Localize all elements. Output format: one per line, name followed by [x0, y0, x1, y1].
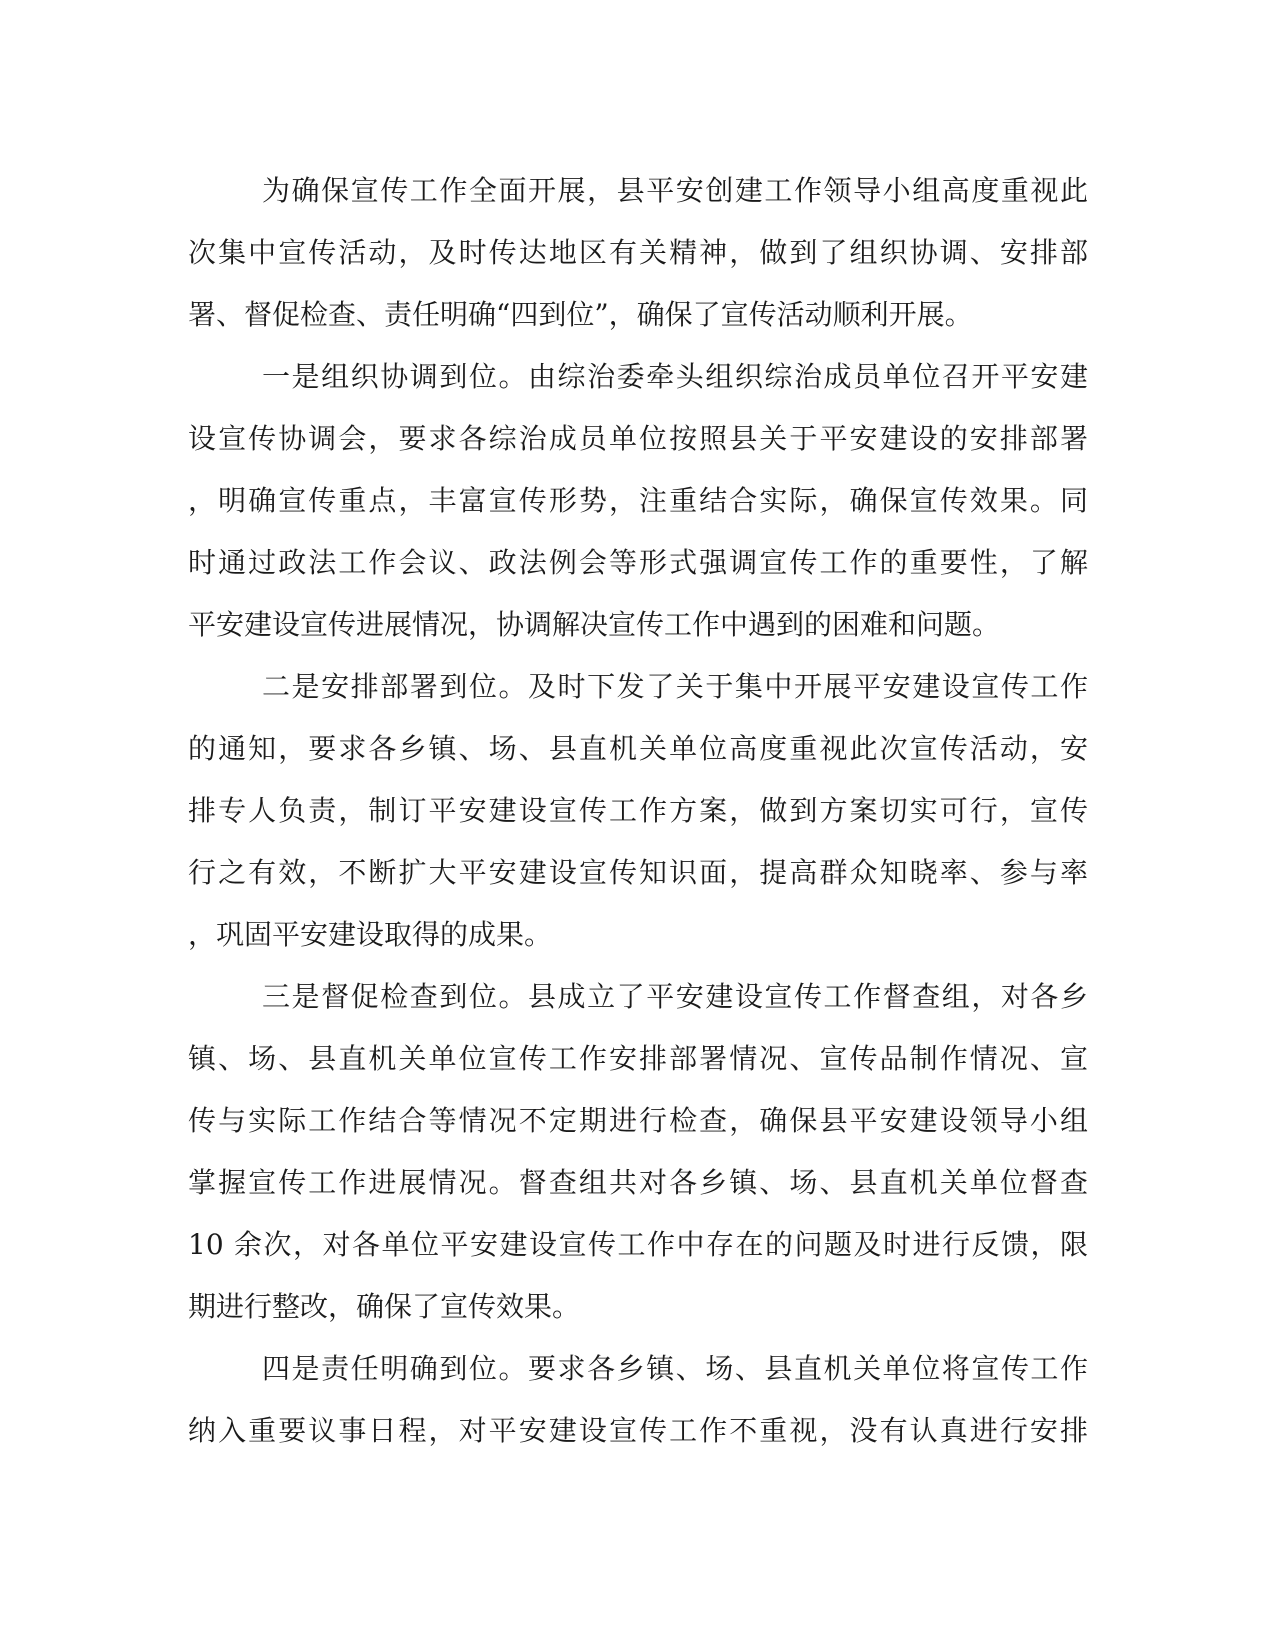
paragraph-4-line-4: 掌握宣传工作进展情况。督查组共对各乡镇、场、县直机关单位督查	[188, 1166, 1088, 1199]
paragraph-4-line-5: 10 余次，对各单位平安建设宣传工作中存在的问题及时进行反馈，限	[188, 1228, 1088, 1261]
paragraph-2-line-4: 时通过政法工作会议、政法例会等形式强调宣传工作的重要性，了解	[188, 546, 1088, 579]
paragraph-1-line-2: 次集中宣传活动，及时传达地区有关精神，做到了组织协调、安排部	[188, 236, 1088, 269]
paragraph-4-line-6: 期进行整改，确保了宣传效果。	[188, 1290, 581, 1323]
paragraph-5-line-2: 纳入重要议事日程，对平安建设宣传工作不重视，没有认真进行安排	[188, 1414, 1088, 1447]
paragraph-3-line-5: ，巩固平安建设取得的成果。	[188, 918, 553, 951]
paragraph-1-line-3: 署、督促检查、责任明确“四到位”，确保了宣传活动顺利开展。	[188, 298, 973, 331]
document-body	[188, 160, 1088, 1462]
paragraph-3-line-3: 排专人负责，制订平安建设宣传工作方案，做到方案切实可行，宣传	[188, 794, 1088, 827]
paragraph-2-line-3: ，明确宣传重点，丰富宣传形势，注重结合实际，确保宣传效果。同	[188, 484, 1088, 517]
paragraph-2-line-5: 平安建设宣传进展情况，协调解决宣传工作中遇到的困难和问题。	[188, 608, 1001, 641]
paragraph-3-line-1: 二是安排部署到位。及时下发了关于集中开展平安建设宣传工作	[262, 670, 1088, 703]
paragraph-4-line-2: 镇、场、县直机关单位宣传工作安排部署情况、宣传品制作情况、宣	[188, 1042, 1088, 1075]
paragraph-3-line-4: 行之有效，不断扩大平安建设宣传知识面，提高群众知晓率、参与率	[188, 856, 1088, 889]
paragraph-2-line-2: 设宣传协调会，要求各综治成员单位按照县关于平安建设的安排部署	[188, 422, 1088, 455]
paragraph-4-line-3: 传与实际工作结合等情况不定期进行检查，确保县平安建设领导小组	[188, 1104, 1088, 1137]
paragraph-4-line-1: 三是督促检查到位。县成立了平安建设宣传工作督查组，对各乡	[262, 980, 1088, 1013]
paragraph-3-line-2: 的通知，要求各乡镇、场、县直机关单位高度重视此次宣传活动，安	[188, 732, 1088, 765]
paragraph-2-line-1: 一是组织协调到位。由综治委牵头组织综治成员单位召开平安建	[262, 360, 1088, 393]
paragraph-5-line-1: 四是责任明确到位。要求各乡镇、场、县直机关单位将宣传工作	[262, 1352, 1088, 1385]
paragraph-1-line-1: 为确保宣传工作全面开展，县平安创建工作领导小组高度重视此	[262, 174, 1088, 207]
